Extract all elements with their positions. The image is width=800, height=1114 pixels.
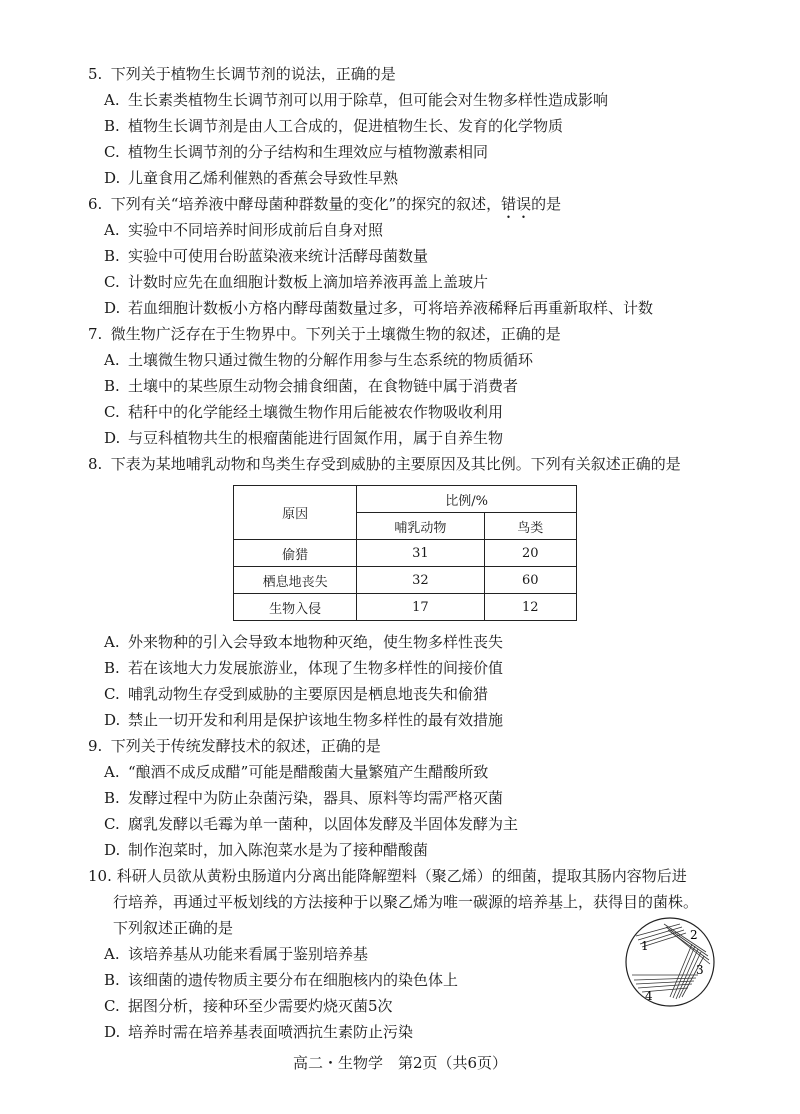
- question-5-option-c: C. 植物生长调节剂的分子结构和生理效应与植物激素相同: [104, 143, 489, 161]
- question-6-option-b: B. 实验中可使用台盼蓝染液来统计活酵母菌数量: [104, 247, 429, 265]
- question-8-option-b: B. 若在该地大力发展旅游业，体现了生物多样性的间接价值: [104, 659, 504, 677]
- question-5-option-d: D. 儿童食用乙烯利催熟的香蕉会导致性早熟: [104, 169, 399, 187]
- question-9-option-a: A. “酿酒不成反成醋”可能是醋酸菌大量繁殖产生醋酸所致: [104, 763, 489, 781]
- figure-label-1: 1: [641, 939, 649, 953]
- question-7-stem: 7. 微生物广泛存在于生物界中。下列关于土壤微生物的叙述，正确的是: [88, 325, 561, 343]
- cell-bird: 60: [484, 567, 577, 594]
- question-10-stem-cont: 行培养，再通过平板划线的方法接种于以聚乙烯为唯一碳源的培养基上，获得目的菌株。: [113, 893, 699, 911]
- table-row: [234, 567, 577, 594]
- question-7-option-c: C. 秸秆中的化学能经土壤微生物作用后能被农作物吸收利用: [104, 403, 504, 421]
- question-7-option-b: B. 土壤中的某些原生动物会捕食细菌，在食物链中属于消费者: [104, 377, 519, 395]
- question-7-option-a: A. 土壤微生物只通过微生物的分解作用参与生态系统的物质循环: [104, 351, 534, 369]
- question-6-stem: 6. 下列有关“培养液中酵母菌种群数量的变化”的探究的叙述，错误的是: [88, 195, 562, 213]
- question-9-option-d: D. 制作泡菜时，加入陈泡菜水是为了接种醋酸菌: [104, 841, 429, 859]
- question-10-stem-cont2: 下列叙述正确的是: [113, 919, 234, 937]
- page-footer: 高二・生物学 第2页（共6页）: [292, 1054, 508, 1072]
- cell-reason: 栖息地丧失: [234, 567, 357, 594]
- header-reason: 原因: [234, 486, 357, 540]
- cell-mammal: 31: [357, 540, 484, 567]
- question-10-option-c: C. 据图分析，接种环至少需要灼烧灭菌5次: [104, 997, 393, 1015]
- question-7-option-d: D. 与豆科植物共生的根瘤菌能进行固氮作用，属于自养生物: [104, 429, 504, 447]
- question-10-option-a: A. 该培养基从功能来看属于鉴别培养基: [104, 945, 369, 963]
- cell-reason: 生物入侵: [234, 594, 357, 621]
- question-8-option-d: D. 禁止一切开发和利用是保护该地生物多样性的最有效措施: [104, 711, 504, 729]
- figure-label-4: 4: [645, 989, 653, 1003]
- cell-bird: 12: [484, 594, 577, 621]
- question-9-option-c: C. 腐乳发酵以毛霉为单一菌种，以固体发酵及半固体发酵为主: [104, 815, 519, 833]
- question-9-stem: 9. 下列关于传统发酵技术的叙述，正确的是: [88, 737, 381, 755]
- header-bird: 鸟类: [484, 513, 577, 540]
- figure-label-2: 2: [690, 928, 698, 942]
- question-8-stem: 8. 下表为某地哺乳动物和鸟类生存受到威胁的主要原因及其比例。下列有关叙述正确的是: [88, 455, 681, 473]
- question-6-option-a: A. 实验中不同培养时间形成前后自身对照: [104, 221, 384, 239]
- question-10-stem: 10. 科研人员欲从黄粉虫肠道内分离出能降解塑料（聚乙烯）的细菌，提取其肠内容物后进: [88, 867, 687, 885]
- cell-reason: 偷猎: [234, 540, 357, 567]
- question-6-option-d: D. 若血细胞计数板小方格内酵母菌数量过多，可将培养液稀释后再重新取样、计数: [104, 299, 654, 317]
- header-ratio: 比例/%: [357, 486, 577, 513]
- table-row: [234, 540, 577, 567]
- cell-mammal: 32: [357, 567, 484, 594]
- threat-table: [233, 485, 577, 621]
- figure-label-3: 3: [696, 963, 704, 977]
- question-10-option-b: B. 该细菌的遗传物质主要分布在细胞核内的染色体上: [104, 971, 459, 989]
- question-10-option-d: D. 培养时需在培养基表面喷洒抗生素防止污染: [104, 1023, 414, 1041]
- question-8-option-a: A. 外来物种的引入会导致本地物种灭绝，使生物多样性丧失: [104, 633, 504, 651]
- question-9-option-b: B. 发酵过程中为防止杂菌污染，器具、原料等均需严格灭菌: [104, 789, 504, 807]
- question-6-option-c: C. 计数时应先在血细胞计数板上滴加培养液再盖上盖玻片: [104, 273, 489, 291]
- table-row: [234, 594, 577, 621]
- exam-page: [0, 61, 800, 1045]
- cell-bird: 20: [484, 540, 577, 567]
- question-8-option-c: C. 哺乳动物生存受到威胁的主要原因是栖息地丧失和偷猎: [104, 685, 489, 703]
- header-mammal: 哺乳动物: [357, 513, 484, 540]
- question-5-option-b: B. 植物生长调节剂是由人工合成的，促进植物生长、发育的化学物质: [104, 117, 564, 135]
- question-5-option-a: A. 生长素类植物生长调节剂可以用于除草，但可能会对生物多样性造成影响: [104, 91, 609, 109]
- question-5-stem: 5. 下列关于植物生长调节剂的说法，正确的是: [88, 65, 396, 83]
- streak-plate-figure: [618, 912, 724, 1012]
- cell-mammal: 17: [357, 594, 484, 621]
